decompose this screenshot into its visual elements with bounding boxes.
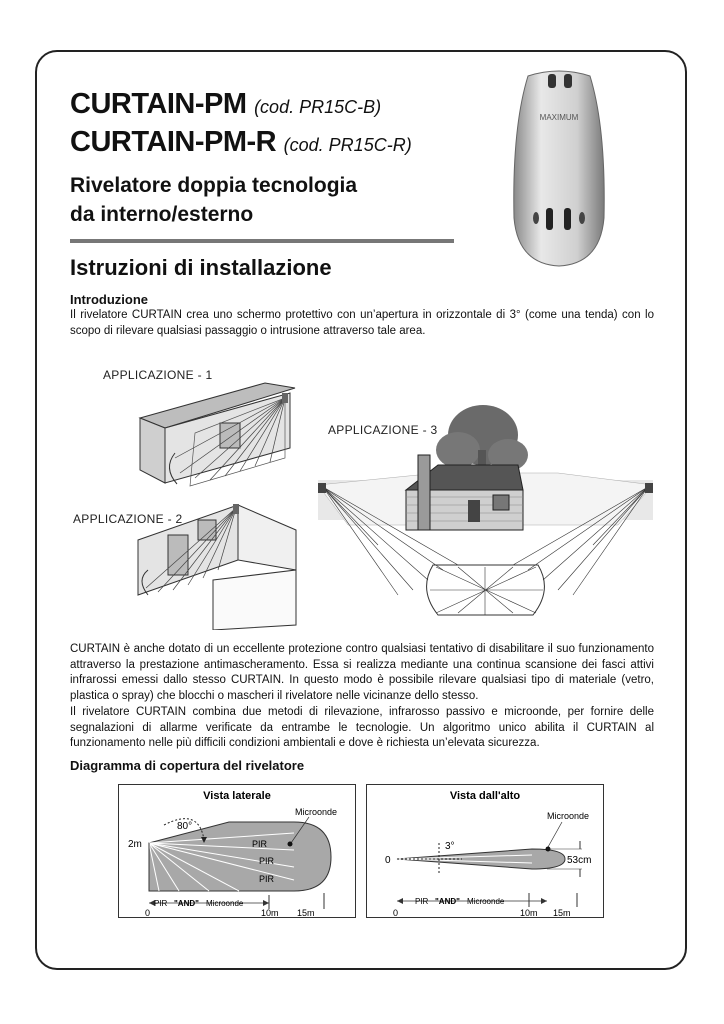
pir-label-3: PIR (259, 874, 275, 884)
side-x10: 10m (261, 908, 279, 917)
side-view-diagram (119, 785, 355, 917)
top-legend-mw: Microonde (467, 897, 505, 906)
subtitle-line-2: da interno/esterno (70, 203, 254, 226)
coverage-heading: Diagramma di copertura del rivelatore (70, 758, 305, 773)
section-heading: Istruzioni di installazione (70, 255, 332, 280)
side-legend-mw: Microonde (206, 899, 244, 908)
product-title-2 (70, 126, 412, 159)
top-x15: 15m (553, 908, 571, 917)
side-view-box (118, 784, 356, 918)
top-view-box (366, 784, 604, 918)
top-angle-label: 3° (445, 841, 455, 852)
application-2-label: APPLICAZIONE - 2 (73, 512, 183, 526)
top-width-label: 53cm (567, 855, 592, 866)
side-view-title: Vista laterale (203, 790, 271, 802)
side-angle-label: 80° (177, 821, 193, 832)
application-2-illustration (128, 500, 298, 630)
top-x0: 0 (393, 908, 399, 917)
application-1-illustration (135, 378, 305, 488)
product-title-1 (70, 88, 381, 121)
side-height-label: 2m (128, 839, 142, 850)
top-x10: 10m (520, 908, 538, 917)
product-subtitle (70, 171, 490, 229)
side-x0: 0 (145, 908, 151, 917)
top-legend-pir: PIR (415, 897, 429, 906)
subtitle-line-1: Rivelatore doppia tecnologia (70, 174, 358, 197)
product-brand: MAXIMUM (539, 113, 579, 122)
top-view-title: Vista dall'alto (449, 790, 521, 802)
top-view-diagram (367, 785, 603, 917)
antimask-paragraph: CURTAIN è anche dotato di un eccellente protezione contro qualsiasi tentativo di disabilitare il suo funzionamento attraverso la prestazione antimascheramento. Essa si realizza mediante una continua scansione dei fasci attivi infrarossi emessi dallo stesso CURTAIN. In questo modo è possibile rilevare qualsiasi tipo di materiale (vetro, plastica o spray) che blocchi o mascheri il rivelatore nelle vicinanze dello stesso. (70, 643, 654, 702)
side-microwave-label: Microonde (295, 807, 338, 817)
side-legend-and: "AND" (174, 899, 199, 908)
product-name-2: CURTAIN-PM-R (70, 126, 277, 158)
side-x15: 15m (297, 908, 315, 917)
dual-tech-paragraph: Il rivelatore CURTAIN combina due metodi di rilevazione, infrarosso passivo e microonde, per fornire delle segnalazioni di allarme verificate da entrambe le tecnologie. Un algoritmo unico abilita il CURTAIN al funzionamento nelle più difficili condizioni ambientali e dove è richiesta un’elevata sicurezza. (70, 706, 654, 749)
product-name-1: CURTAIN-PM (70, 88, 247, 120)
pir-label-1: PIR (252, 839, 268, 849)
top-legend-and: "AND" (435, 897, 460, 906)
pir-label-2: PIR (259, 856, 275, 866)
intro-heading: Introduzione (70, 292, 148, 307)
top-microwave-label: Microonde (547, 811, 590, 821)
application-3-illustration (318, 395, 653, 620)
product-code-2: (cod. PR15C-R) (283, 135, 412, 155)
product-code-1: (cod. PR15C-B) (254, 97, 382, 117)
intro-text: Il rivelatore CURTAIN crea uno schermo protettivo con un’apertura in orizzontale di 3° (come una tenda) con lo scopo di rilevare qualsiasi passaggio o intrusione attraverso tale area. (70, 309, 654, 337)
side-legend-pir: PIR (154, 899, 168, 908)
product-photo (508, 68, 610, 270)
application-1-label: APPLICAZIONE - 1 (103, 368, 213, 382)
application-3-label: APPLICAZIONE - 3 (328, 423, 438, 437)
header-divider (70, 239, 454, 243)
top-origin-label: 0 (385, 855, 391, 866)
